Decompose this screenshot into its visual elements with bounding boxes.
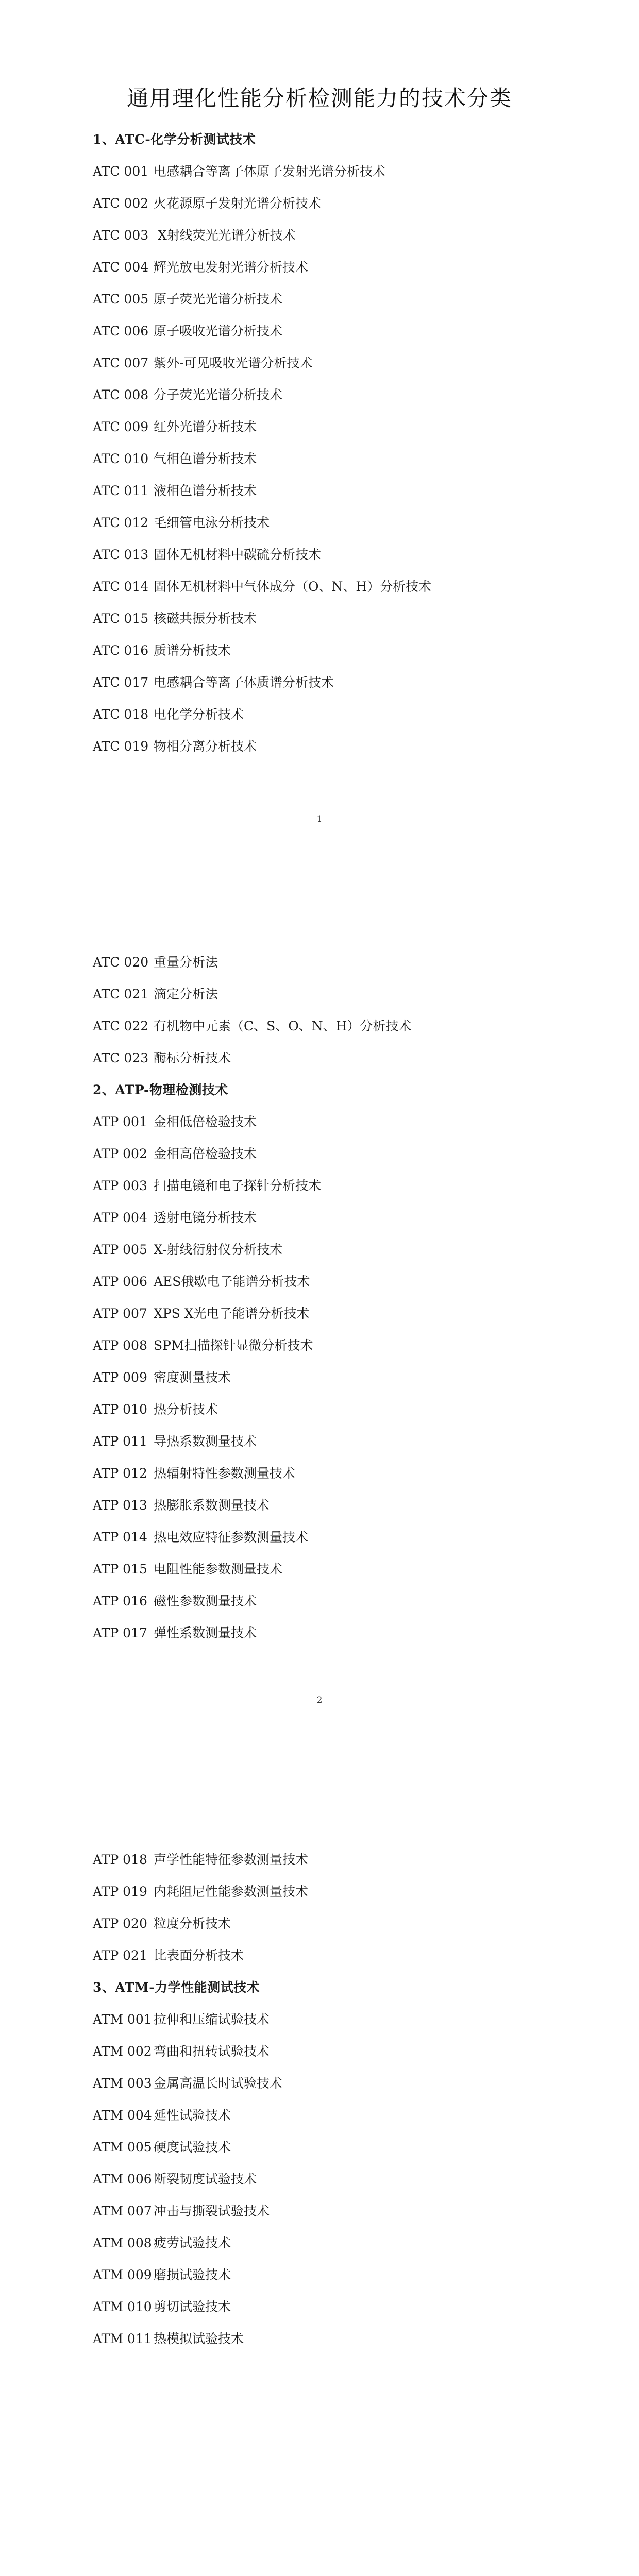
list-item: [93, 1202, 608, 1234]
list-item: [93, 507, 608, 539]
item-text: 弯曲和扭转试验技术: [154, 2044, 270, 2059]
list-item: [93, 946, 608, 978]
item-code: ATC 004: [93, 260, 149, 275]
item-code: ATC 018: [93, 707, 149, 722]
item-text: 断裂韧度试验技术: [154, 2172, 257, 2187]
item-code: ATM 005: [93, 2140, 152, 2155]
item-code: ATC 014: [93, 579, 149, 594]
item-text: 原子荧光光谱分析技术: [154, 292, 283, 307]
line-list: [93, 124, 608, 762]
item-text: 分子荧光光谱分析技术: [154, 387, 283, 402]
item-text: 红外光谱分析技术: [154, 419, 257, 434]
item-text: 电感耦合等离子体原子发射光谱分析技术: [154, 164, 386, 179]
list-item: [93, 2036, 608, 2067]
item-code: ATM 009: [93, 2267, 152, 2282]
list-item: [93, 2163, 608, 2195]
list-item: [93, 251, 608, 283]
item-code: ATC 022: [93, 1019, 149, 1033]
item-text: 热电效应特征参数测量技术: [154, 1530, 309, 1545]
item-text: 磨损试验技术: [154, 2267, 231, 2282]
item-text: 固体无机材料中碳硫分析技术: [154, 547, 322, 562]
list-item: [93, 1170, 608, 1202]
list-item: [93, 156, 608, 188]
item-text: 粒度分析技术: [154, 1916, 231, 1931]
item-code: ATM 006: [93, 2172, 152, 2187]
section-heading: 2、ATP-物理检测技术: [93, 1082, 228, 1097]
item-text: 磁性参数测量技术: [154, 1594, 257, 1608]
page-number: 2: [316, 1695, 323, 1705]
list-item: [93, 1908, 608, 1940]
item-code: ATP 003: [93, 1178, 147, 1193]
list-item: [93, 603, 608, 635]
item-code: ATC 017: [93, 675, 149, 690]
list-item: [93, 978, 608, 1010]
item-text: 比表面分析技术: [154, 1948, 244, 1963]
list-item: [93, 1394, 608, 1426]
list-item: [93, 2291, 608, 2323]
item-code: ATP 012: [93, 1466, 147, 1481]
list-item: [93, 1844, 608, 1876]
list-item: [93, 1106, 608, 1138]
list-item: [93, 219, 608, 251]
item-code: ATC 009: [93, 419, 149, 434]
list-item: [93, 1585, 608, 1617]
list-item: [93, 1617, 608, 1649]
item-text: 质谱分析技术: [154, 643, 231, 658]
item-text: 酶标分析技术: [154, 1050, 231, 1065]
item-text: 金相低倍检验技术: [154, 1114, 257, 1129]
list-item: [93, 539, 608, 571]
item-text: 拉伸和压缩试验技术: [154, 2012, 270, 2027]
item-code: ATC 016: [93, 643, 149, 658]
item-code: ATC 023: [93, 1050, 149, 1065]
item-text: 热模拟试验技术: [154, 2331, 244, 2346]
item-code: ATC 015: [93, 611, 149, 626]
list-item: [93, 411, 608, 443]
item-text: 重量分析法: [154, 955, 218, 970]
line-list: [93, 946, 608, 1649]
section-heading: 3、ATM-力学性能测试技术: [93, 1980, 260, 1995]
list-item: [93, 2099, 608, 2131]
item-code: ATP 017: [93, 1625, 147, 1640]
list-item: [93, 2323, 608, 2355]
item-text: 热膨胀系数测量技术: [154, 1498, 270, 1513]
list-item: [93, 1458, 608, 1489]
item-code: ATP 014: [93, 1530, 147, 1545]
list-item: [93, 667, 608, 699]
item-text: 热辐射特性参数测量技术: [154, 1466, 296, 1481]
item-code: ATM 002: [93, 2044, 152, 2059]
list-item: [93, 1266, 608, 1298]
item-text: 硬度试验技术: [154, 2140, 231, 2155]
list-item: [93, 1521, 608, 1553]
list-item: [93, 2131, 608, 2163]
item-code: ATP 013: [93, 1498, 147, 1513]
item-code: ATC 019: [93, 739, 149, 754]
item-code: ATP 016: [93, 1594, 147, 1608]
item-text: 电化学分析技术: [154, 707, 244, 722]
list-item: [93, 1010, 608, 1042]
list-item: [93, 2004, 608, 2036]
list-item: [93, 635, 608, 667]
item-text: AES俄歇电子能谱分析技术: [154, 1274, 310, 1289]
item-code: ATC 013: [93, 547, 149, 562]
item-code: ATP 019: [93, 1884, 147, 1899]
item-code: ATP 021: [93, 1948, 147, 1963]
item-code: ATC 010: [93, 451, 149, 466]
item-code: ATM 003: [93, 2076, 152, 2091]
item-text: X-射线衍射仪分析技术: [154, 1242, 283, 1257]
item-code: ATP 004: [93, 1210, 147, 1225]
item-code: ATC 012: [93, 515, 149, 530]
list-item: [93, 2195, 608, 2227]
item-code: ATP 005: [93, 1242, 147, 1257]
section-heading: 1、ATC-化学分析测试技术: [93, 132, 256, 147]
item-text: 疲劳试验技术: [154, 2235, 231, 2250]
item-text: 电感耦合等离子体质谱分析技术: [154, 675, 334, 690]
item-code: ATC 011: [93, 483, 149, 498]
item-code: ATP 011: [93, 1434, 147, 1449]
item-text: 热分析技术: [154, 1402, 218, 1417]
item-code: ATP 008: [93, 1338, 147, 1353]
item-code: ATP 002: [93, 1146, 147, 1161]
list-item: [93, 1940, 608, 1972]
item-text: 原子吸收光谱分析技术: [154, 324, 283, 338]
item-text: 核磁共振分析技术: [154, 611, 257, 626]
list-item: [93, 1234, 608, 1266]
item-code: ATC 020: [93, 955, 149, 970]
item-text: 电阻性能参数测量技术: [154, 1562, 283, 1577]
item-text: 液相色谱分析技术: [154, 483, 257, 498]
item-code: ATM 011: [93, 2331, 152, 2346]
page-2: [0, 914, 639, 1829]
list-item: [93, 731, 608, 762]
page-number: 1: [316, 814, 323, 824]
item-text: 冲击与撕裂试验技术: [154, 2204, 270, 2218]
page-3: [0, 1829, 639, 2576]
item-text: XPS X光电子能谱分析技术: [154, 1306, 310, 1321]
item-code: ATC 002: [93, 196, 149, 211]
item-code: ATC 005: [93, 292, 149, 307]
item-text: 剪切试验技术: [154, 2299, 231, 2314]
list-item: [93, 1298, 608, 1330]
item-text: 金相高倍检验技术: [154, 1146, 257, 1161]
list-item: [93, 2227, 608, 2259]
item-text: 毛细管电泳分析技术: [154, 515, 270, 530]
item-text: 气相色谱分析技术: [154, 451, 257, 466]
item-text: 滴定分析法: [154, 987, 218, 1002]
list-item: [93, 188, 608, 219]
item-code: ATC 001: [93, 164, 149, 179]
list-item: [93, 315, 608, 347]
item-text: 密度测量技术: [154, 1370, 231, 1385]
item-text: 火花源原子发射光谱分析技术: [154, 196, 322, 211]
item-text: 扫描电镜和电子探针分析技术: [154, 1178, 322, 1193]
item-text: 有机物中元素（C、S、O、N、H）分析技术: [154, 1019, 412, 1033]
list-item: [93, 2067, 608, 2099]
item-text: X射线荧光光谱分析技术: [154, 228, 296, 243]
item-code: ATP 020: [93, 1916, 147, 1931]
item-code: ATP 009: [93, 1370, 147, 1385]
list-item: [93, 1876, 608, 1908]
item-code: ATM 008: [93, 2235, 152, 2250]
item-text: 延性试验技术: [154, 2108, 231, 2123]
list-item: [93, 1426, 608, 1458]
item-code: ATC 006: [93, 324, 149, 338]
list-item: [93, 1362, 608, 1394]
list-item: [93, 1489, 608, 1521]
line-list: [93, 1844, 608, 2355]
item-code: ATM 010: [93, 2299, 152, 2314]
item-code: ATP 007: [93, 1306, 147, 1321]
item-code: ATC 007: [93, 355, 149, 370]
list-item: [93, 347, 608, 379]
item-text: 弹性系数测量技术: [154, 1625, 257, 1640]
item-code: ATC 021: [93, 987, 149, 1002]
item-code: ATP 015: [93, 1562, 147, 1577]
item-text: 声学性能特征参数测量技术: [154, 1852, 309, 1867]
item-text: 紫外-可见吸收光谱分析技术: [154, 355, 313, 370]
item-text: SPM扫描探针显微分析技术: [154, 1338, 313, 1353]
item-code: ATM 007: [93, 2204, 152, 2218]
item-code: ATP 001: [93, 1114, 147, 1129]
item-code: ATP 010: [93, 1402, 147, 1417]
item-code: ATP 006: [93, 1274, 147, 1289]
item-text: 固体无机材料中气体成分（O、N、H）分析技术: [154, 579, 432, 594]
list-item: [93, 379, 608, 411]
list-item: [93, 2259, 608, 2291]
list-item: [93, 1138, 608, 1170]
item-code: ATM 001: [93, 2012, 152, 2027]
item-text: 物相分离分析技术: [154, 739, 257, 754]
item-text: 透射电镜分析技术: [154, 1210, 257, 1225]
item-text: 金属高温长时试验技术: [154, 2076, 283, 2091]
item-code: ATM 004: [93, 2108, 152, 2123]
list-item: [93, 1330, 608, 1362]
document-title: 通用理化性能分析检测能力的技术分类: [126, 86, 512, 111]
list-item: [93, 571, 608, 603]
list-item: [93, 1042, 608, 1074]
list-item: [93, 475, 608, 507]
list-item: [93, 283, 608, 315]
page-1: [0, 0, 639, 914]
list-item: [93, 699, 608, 731]
item-code: ATC 008: [93, 387, 149, 402]
list-item: [93, 443, 608, 475]
item-code: ATC 003: [93, 228, 149, 243]
list-item: [93, 1553, 608, 1585]
item-code: ATP 018: [93, 1852, 147, 1867]
item-text: 辉光放电发射光谱分析技术: [154, 260, 309, 275]
item-text: 导热系数测量技术: [154, 1434, 257, 1449]
item-text: 内耗阻尼性能参数测量技术: [154, 1884, 309, 1899]
